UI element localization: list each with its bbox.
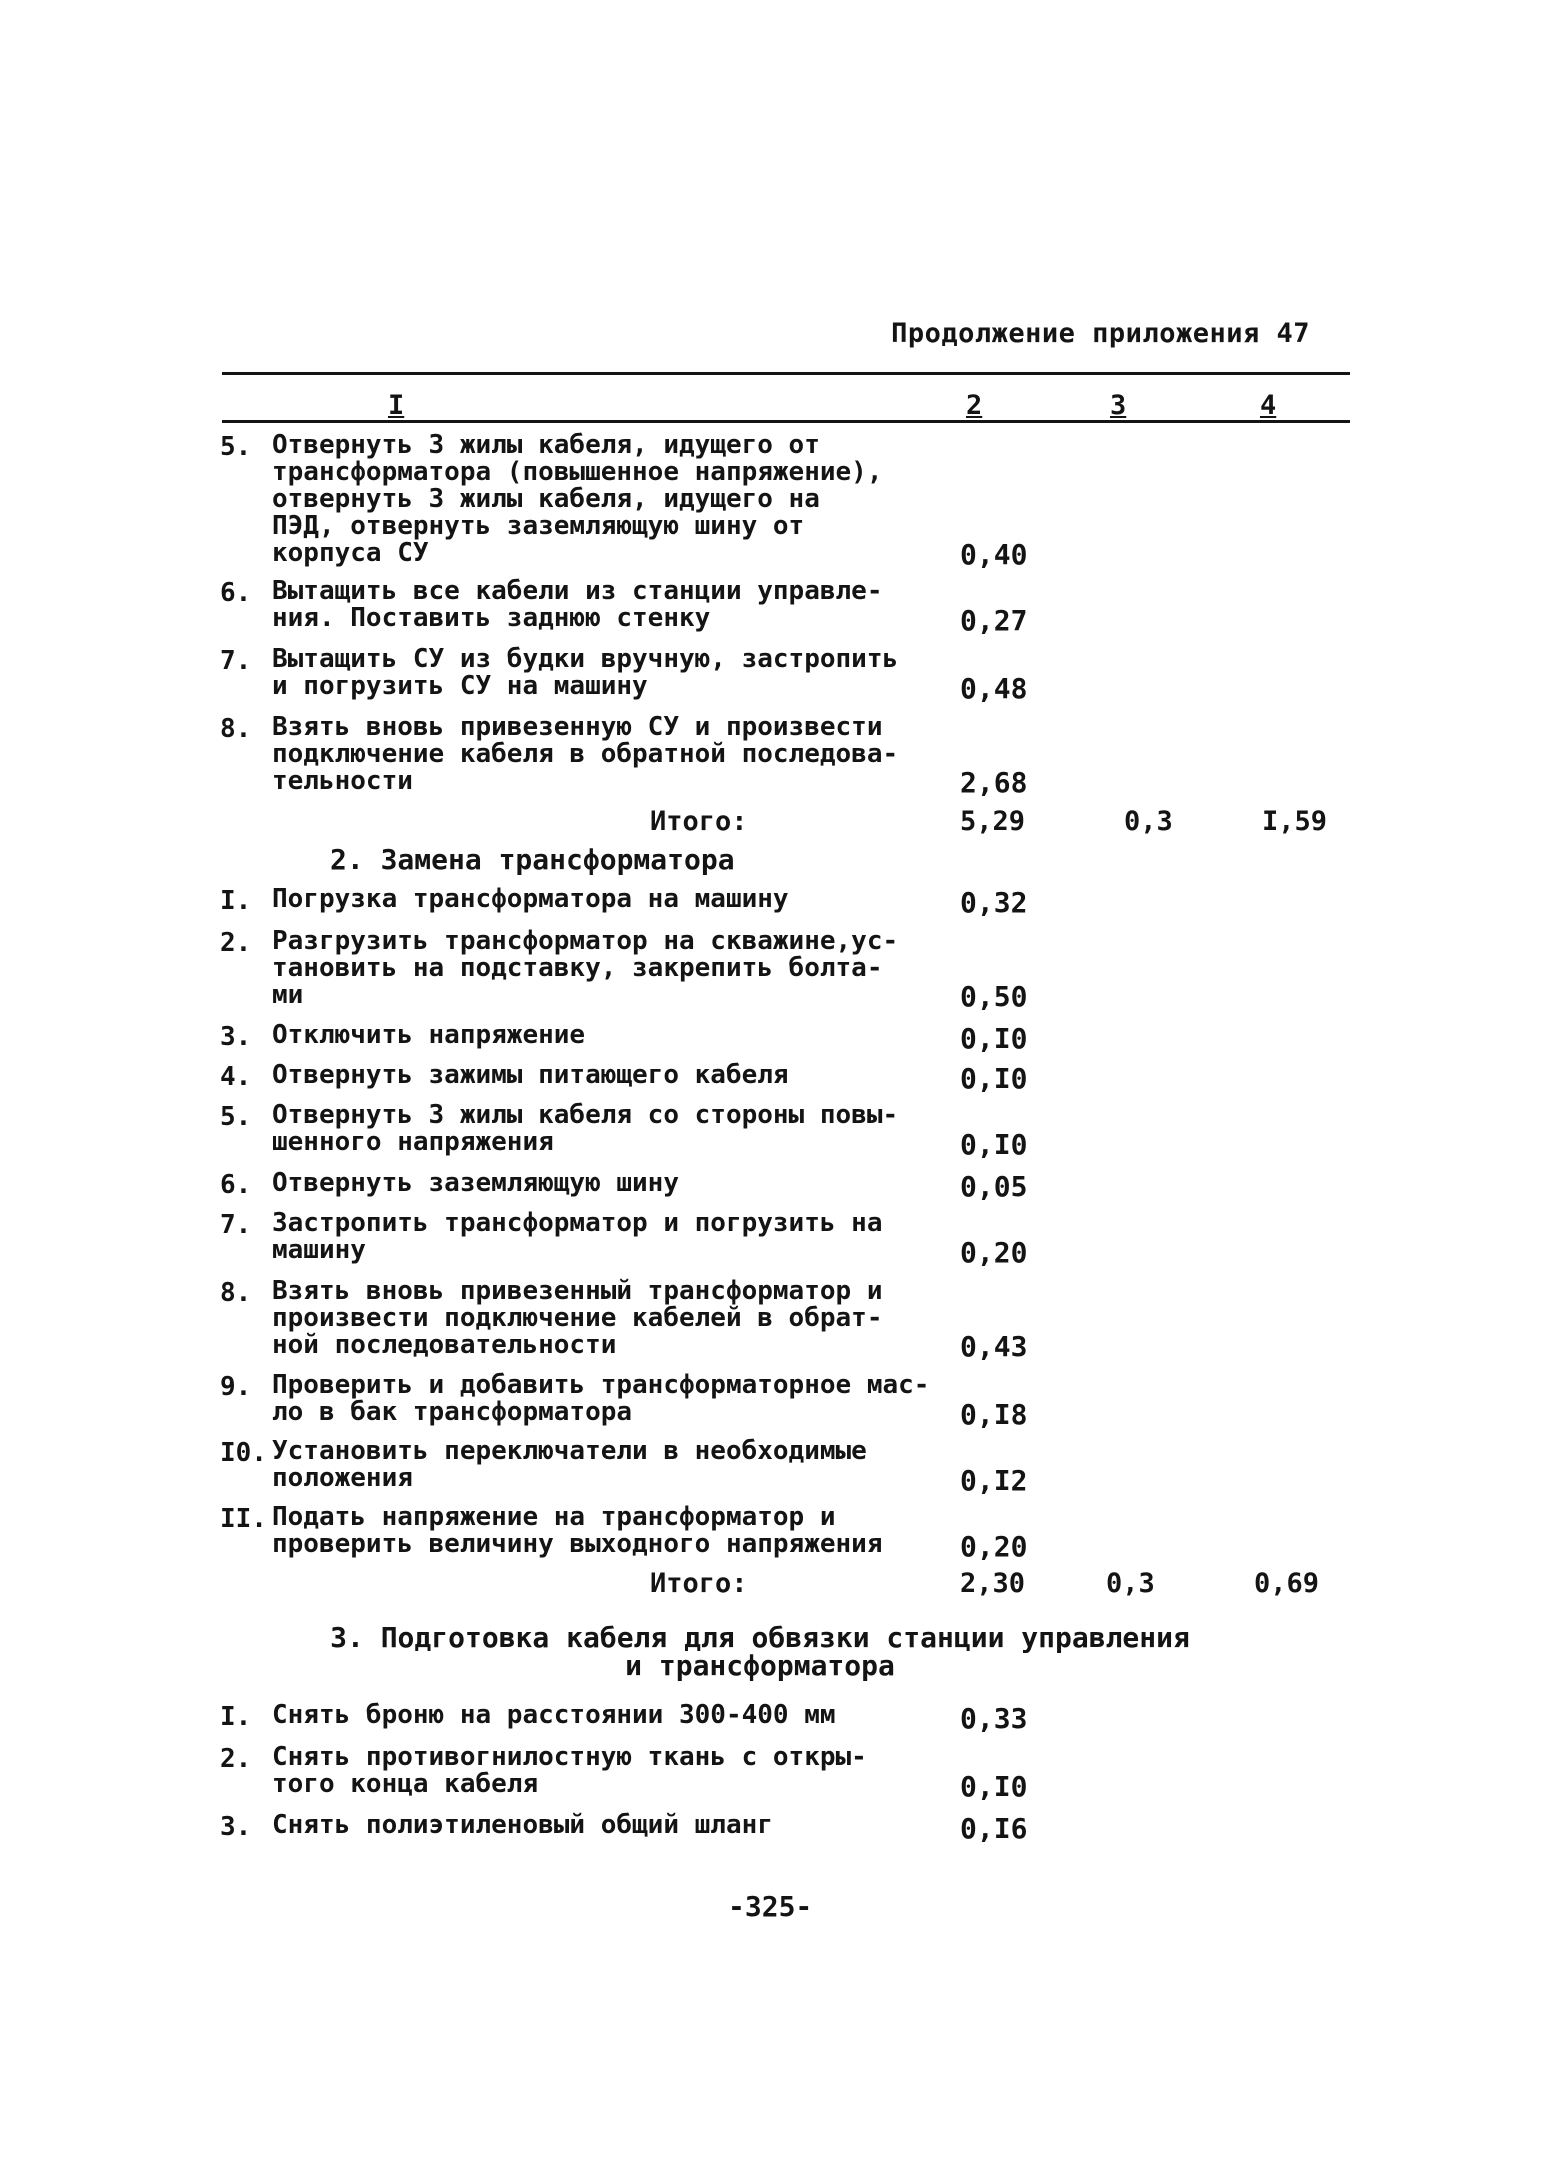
total-label: Итого: (650, 1568, 748, 1599)
row-value-col2: 0,I2 (960, 1464, 1028, 1497)
row-number: 2. (220, 1744, 252, 1774)
total-label: Итого: (650, 806, 748, 837)
row-text: Подать напряжение на трансформатор и проверить величину выходного напряжения (272, 1502, 883, 1559)
row-number: I. (220, 1702, 252, 1732)
row-text: Взять вновь привезенный трансформатор и произвести подключение кабелей в обрат- ной последовательности (272, 1276, 883, 1360)
row-value-col2: 0,50 (960, 980, 1028, 1013)
row-value-col2: 0,I0 (960, 1022, 1028, 1055)
row-text: Застропить трансформатор и погрузить на машину (272, 1208, 883, 1265)
row-number: 3. (220, 1022, 252, 1052)
row-text: Разгрузить трансформатор на скважине,ус- тановить на подставку, закрепить болта- ми (272, 926, 899, 1010)
row-text: Снять броню на расстоянии 300-400 мм (272, 1700, 836, 1730)
row-value-col2: 0,20 (960, 1530, 1028, 1563)
row-number: 8. (220, 714, 252, 744)
column-header-1: I (388, 390, 405, 421)
row-text: Погрузка трансформатора на машину (272, 884, 789, 914)
row-number: 6. (220, 1170, 252, 1200)
row-number: 4. (220, 1062, 252, 1092)
row-text: Вытащить все кабели из станции управле- ния. Поставить заднюю стенку (272, 576, 883, 633)
row-value-col2: 0,27 (960, 604, 1028, 637)
row-text: Взять вновь привезенную СУ и произвести подключение кабеля в обратной последова- тельности (272, 712, 899, 796)
row-value-col2: 0,48 (960, 672, 1028, 705)
row-value-col2: 0,43 (960, 1330, 1028, 1363)
total-value-col3: 0,3 (1106, 1568, 1155, 1599)
row-number: 7. (220, 646, 252, 676)
row-number: 8. (220, 1278, 252, 1308)
row-value-col2: 0,I0 (960, 1128, 1028, 1161)
row-text: Установить переключатели в необходимые положения (272, 1436, 867, 1493)
total-value-col4: I,59 (1262, 806, 1328, 837)
row-number: I0. (220, 1438, 267, 1468)
total-value-col3: 0,3 (1124, 806, 1173, 837)
page-number: -325- (728, 1890, 813, 1923)
row-text: Отвернуть 3 жилы кабеля, идущего от трансформатора (повышенное напряжение), отвернуть 3 жилы кабеля, идущего на ПЭД, отвернуть заземляющую шину от корпуса СУ (272, 430, 883, 568)
row-number: 5. (220, 1102, 252, 1132)
row-text: Отвернуть 3 жилы кабеля со стороны повы- шенного напряжения (272, 1100, 899, 1157)
row-value-col2: 0,40 (960, 538, 1028, 571)
row-text: Снять противогнилостную ткань с откры- того конца кабеля (272, 1742, 867, 1799)
row-value-col2: 0,I8 (960, 1398, 1028, 1431)
row-number: 5. (220, 432, 252, 462)
row-text: Отвернуть зажимы питающего кабеля (272, 1060, 789, 1090)
row-value-col2: 0,I6 (960, 1812, 1028, 1845)
row-text: Снять полиэтиленовый общий шланг (272, 1810, 773, 1840)
total-value-col2: 2,30 (960, 1568, 1026, 1599)
column-header-4: 4 (1260, 390, 1277, 421)
table-header-rule (222, 420, 1350, 423)
column-header-3: 3 (1110, 390, 1127, 421)
column-header-2: 2 (966, 390, 983, 421)
row-number: 7. (220, 1210, 252, 1240)
row-number: 9. (220, 1372, 252, 1402)
row-number: I. (220, 886, 252, 916)
row-value-col2: 0,I0 (960, 1062, 1028, 1095)
row-number: 2. (220, 928, 252, 958)
row-value-col2: 0,20 (960, 1236, 1028, 1269)
row-number: II. (220, 1504, 267, 1534)
page-header: Продолжение приложения 47 (891, 318, 1310, 349)
section-title: 3. Подготовка кабеля для обвязки станции управления и трансформатора (330, 1621, 1190, 1682)
section-title: 2. Замена трансформатора (330, 843, 735, 876)
total-value-col4: 0,69 (1254, 1568, 1320, 1599)
row-text: Отключить напряжение (272, 1020, 586, 1050)
row-value-col2: 0,32 (960, 886, 1028, 919)
row-value-col2: 0,I0 (960, 1770, 1028, 1803)
row-text: Отвернуть заземляющую шину (272, 1168, 679, 1198)
total-value-col2: 5,29 (960, 806, 1026, 837)
row-number: 3. (220, 1812, 252, 1842)
row-value-col2: 2,68 (960, 766, 1028, 799)
row-number: 6. (220, 578, 252, 608)
row-text: Проверить и добавить трансформаторное мас- ло в бак трансформатора (272, 1370, 930, 1427)
row-text: Вытащить СУ из будки вручную, застропить и погрузить СУ на машину (272, 644, 899, 701)
row-value-col2: 0,05 (960, 1170, 1028, 1203)
row-value-col2: 0,33 (960, 1702, 1028, 1735)
table-top-rule (222, 372, 1350, 375)
